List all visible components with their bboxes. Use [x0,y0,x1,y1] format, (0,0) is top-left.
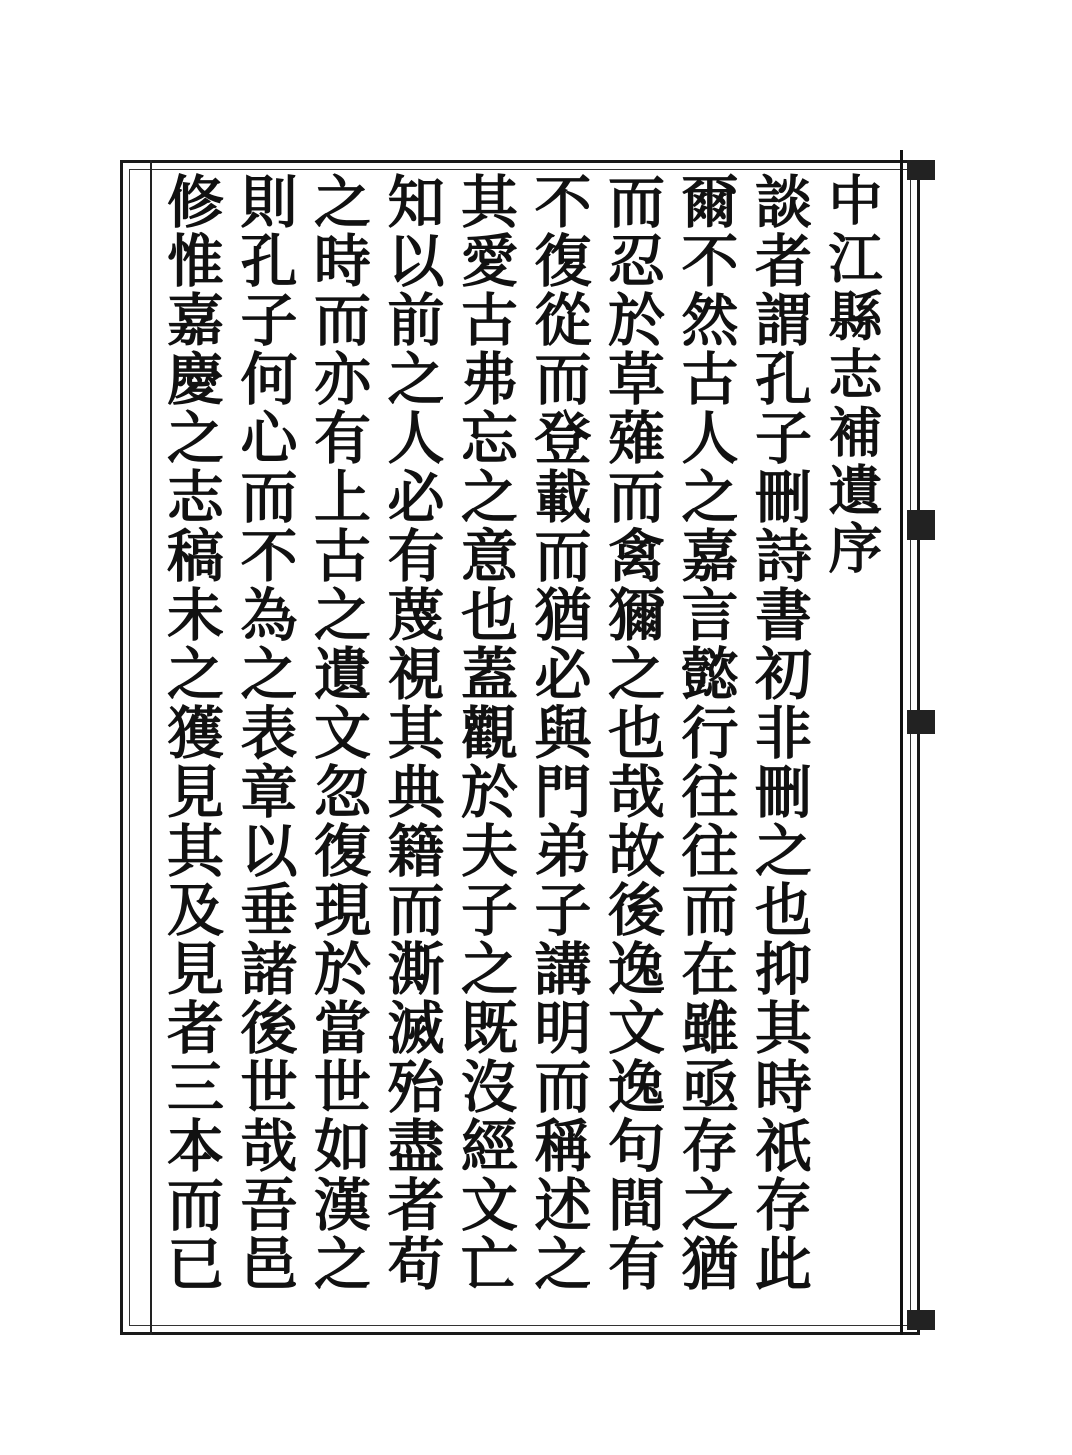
fold-margin-strip [900,150,940,1335]
text-column: 之時而亦有上古之遺文忽復現於當世如漢之 [305,172,372,1293]
fold-mark [907,510,935,540]
text-column: 知以前之人必有蔑視其典籍而澌滅殆盡者苟 [378,172,445,1293]
document-title: 中江縣志補遺序 [820,172,884,578]
text-column: 不復從而登載而猶必與門弟子講明而稱述之 [525,172,592,1293]
fold-mark [907,710,935,734]
fold-mark [907,1310,935,1330]
text-column: 其愛古弗忘之意也蓋觀於夫子之既沒經文亡 [452,172,519,1293]
fold-mark [907,160,935,180]
text-columns [158,172,893,1322]
text-column: 則孔子何心而不為之表章以垂諸後世哉吾邑 [231,172,298,1293]
text-column: 修惟嘉慶之志稿未之獲見其及見者三本而已 [158,172,225,1293]
text-column: 爾不然古人之嘉言懿行往往而在雖亟存之猶 [672,172,739,1293]
text-column: 而忍於草薙而禽獮之也哉故後逸文逸句間有 [599,172,666,1293]
text-column: 談者謂孔子刪詩書初非刪之也抑其時祇存此 [746,172,813,1293]
left-margin-strip [120,160,152,1335]
